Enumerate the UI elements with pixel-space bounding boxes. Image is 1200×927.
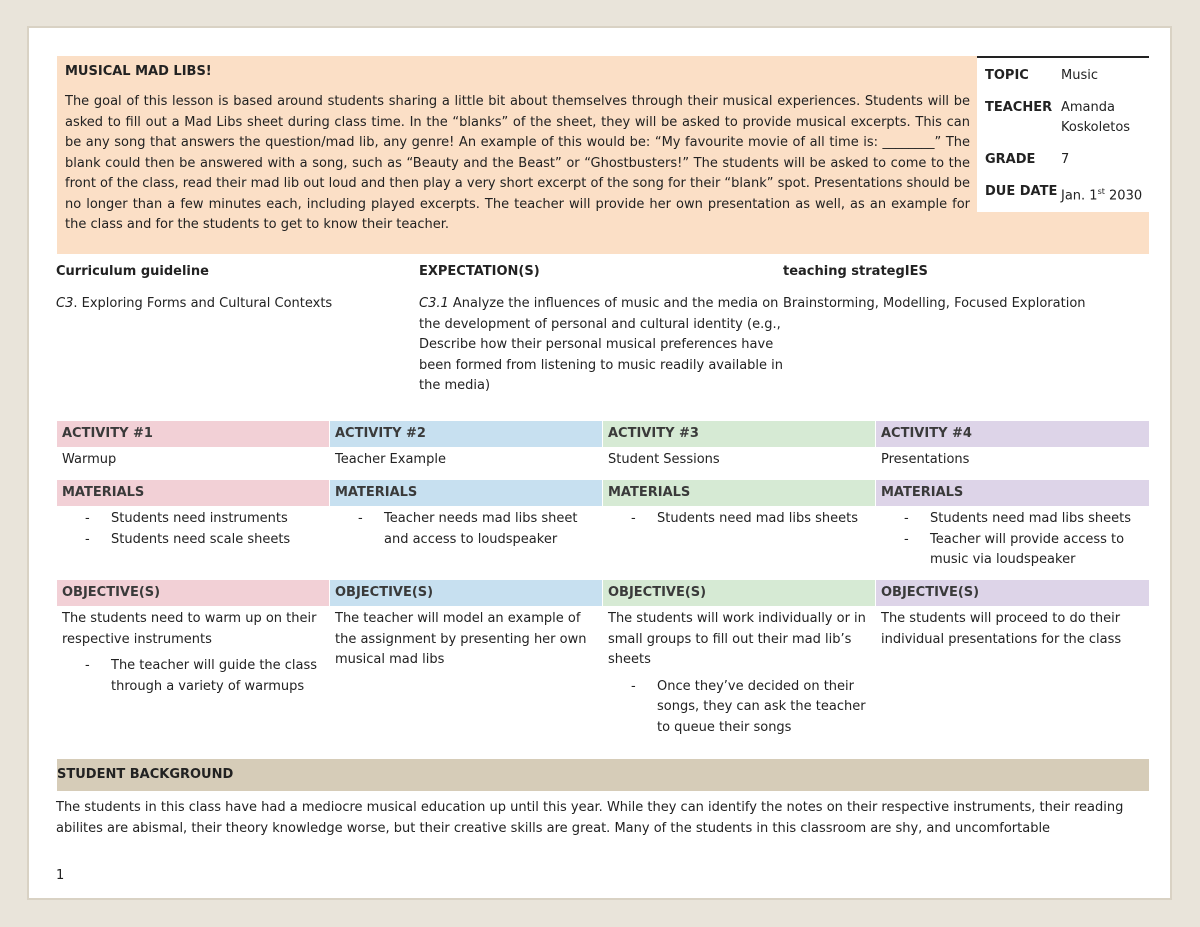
list-item: - Once they’ve decided on their songs, they can ask the teacher to queue their songs [603, 677, 870, 739]
list-item: - Students need mad libs sheets [876, 509, 1144, 530]
guideline-code: C3 [56, 296, 74, 311]
teacher-value: Amanda Koskoletos [1061, 100, 1131, 135]
activity-1-objective [62, 609, 324, 697]
activity-3-header: ACTIVITY #3 [603, 421, 875, 447]
lesson-description: The goal of this lesson is based around students sharing a little bit about themselves through their musical experiences. Students will be asked to fill out a Mad Libs sheet during class time. In the “blanks” of the sheet, they will be asked to provide musical excerpts. This can be any song that answers the question/mad lib, any genre! An example of this would be: “My favourite movie of all time is: ________” The blank could then be answered with a song, such as “Beauty and the Beast” or “Ghostbusters!” The students will be asked to come to the front of the class, read their mad lib out loud and then play a very short excerpt of the song for their “blank” spot. Presentations should be no longer than a few minutes each, including played excerpts. The teacher will provide her own presentation as well, as an example for the class and for the students to get to know their teacher. [65, 94, 970, 232]
topic-label: TOPIC [985, 68, 1029, 83]
activity-2-materials-header: MATERIALS [330, 480, 602, 506]
activity-3-materials-header: MATERIALS [603, 480, 875, 506]
due-date-suffix: st [1097, 187, 1105, 196]
student-background-title: STUDENT BACKGROUND [57, 767, 234, 782]
due-date-value [1061, 182, 1157, 206]
list-item: - The teacher will guide the class through a variety of warmups [57, 656, 324, 697]
objective-text: The students will work individually or in small groups to fill out their mad lib’s sheets [608, 611, 866, 667]
teacher-label: TEACHER [985, 100, 1053, 115]
topic-value: Music [1061, 68, 1098, 83]
lesson-plan-page [27, 26, 1172, 900]
activity-2-objective-header: OBJECTIVE(S) [330, 580, 602, 606]
grade-value: 7 [1061, 152, 1070, 167]
grade-label: GRADE [985, 152, 1036, 167]
due-date-day: Jan. 1 [1061, 188, 1098, 204]
expectation-text [419, 294, 784, 397]
expectation-description: Analyze the influences of music and the media on the development of personal and cultural identity (e.g., Describe how their personal musical preferences have been formed from listening to music readily available in the media) [419, 296, 783, 393]
activity-4-objective [881, 609, 1143, 650]
activity-1-materials-header: MATERIALS [57, 480, 329, 506]
page-number: 1 [56, 868, 65, 883]
activity-4-materials-header: MATERIALS [876, 480, 1149, 506]
expectation-code: C3.1 [419, 296, 449, 311]
activity-3-name: Student Sessions [608, 452, 720, 467]
objective-text: The students will proceed to do their individual presentations for the class [881, 611, 1122, 647]
objective-text: The students need to warm up on their respective instruments [62, 611, 317, 647]
activity-1-name: Warmup [62, 452, 117, 467]
student-background-header [57, 759, 1149, 791]
activity-3-materials [603, 509, 875, 530]
expectation-header: EXPECTATION(S) [419, 264, 540, 279]
list-item: - Students need scale sheets [57, 530, 327, 551]
activity-4-materials [876, 509, 1144, 571]
activity-3-objective-header: OBJECTIVE(S) [603, 580, 875, 606]
activity-2-materials [330, 509, 602, 550]
lesson-title: MUSICAL MAD LIBS! [65, 64, 212, 79]
activity-1-objective-header: OBJECTIVE(S) [57, 580, 329, 606]
activity-4-objective-header: OBJECTIVE(S) [876, 580, 1149, 606]
activity-2-name: Teacher Example [335, 452, 446, 467]
activity-2-header: ACTIVITY #2 [330, 421, 602, 447]
activity-4-name: Presentations [881, 452, 970, 467]
objective-text: The teacher will model an example of the assignment by presenting her own musical mad libs [335, 611, 587, 667]
activity-3-objective [608, 609, 870, 738]
activity-2-objective [335, 609, 600, 671]
curriculum-guideline-header: Curriculum guideline [56, 264, 209, 279]
list-item: - Teacher will provide access to music via loudspeaker [876, 530, 1144, 571]
teaching-strategies-header: teaching strategIES [783, 264, 928, 279]
activity-1-materials [57, 509, 327, 550]
teaching-strategies-text: Brainstorming, Modelling, Focused Exploration [783, 296, 1086, 311]
due-date-year: 2030 [1104, 188, 1143, 204]
list-item: - Students need mad libs sheets [603, 509, 875, 530]
activity-4-header: ACTIVITY #4 [876, 421, 1149, 447]
student-background-text: The students in this class have had a mediocre musical education up until this year. While they can identify the notes on their respective instruments, their reading abilites are abismal, their theory knowledge worse, but their creative skills are great. Many of the students in this classroom are shy, and uncomfortable [56, 800, 1124, 836]
list-item: - Teacher needs mad libs sheet and access to loudspeaker [330, 509, 602, 550]
due-date-label: DUE DATE [985, 184, 1058, 199]
lesson-info-box [977, 56, 1149, 212]
guideline-text: . Exploring Forms and Cultural Contexts [73, 296, 333, 311]
activity-1-header: ACTIVITY #1 [57, 421, 329, 447]
list-item: - Students need instruments [57, 509, 327, 530]
curriculum-guideline-text [56, 294, 406, 315]
